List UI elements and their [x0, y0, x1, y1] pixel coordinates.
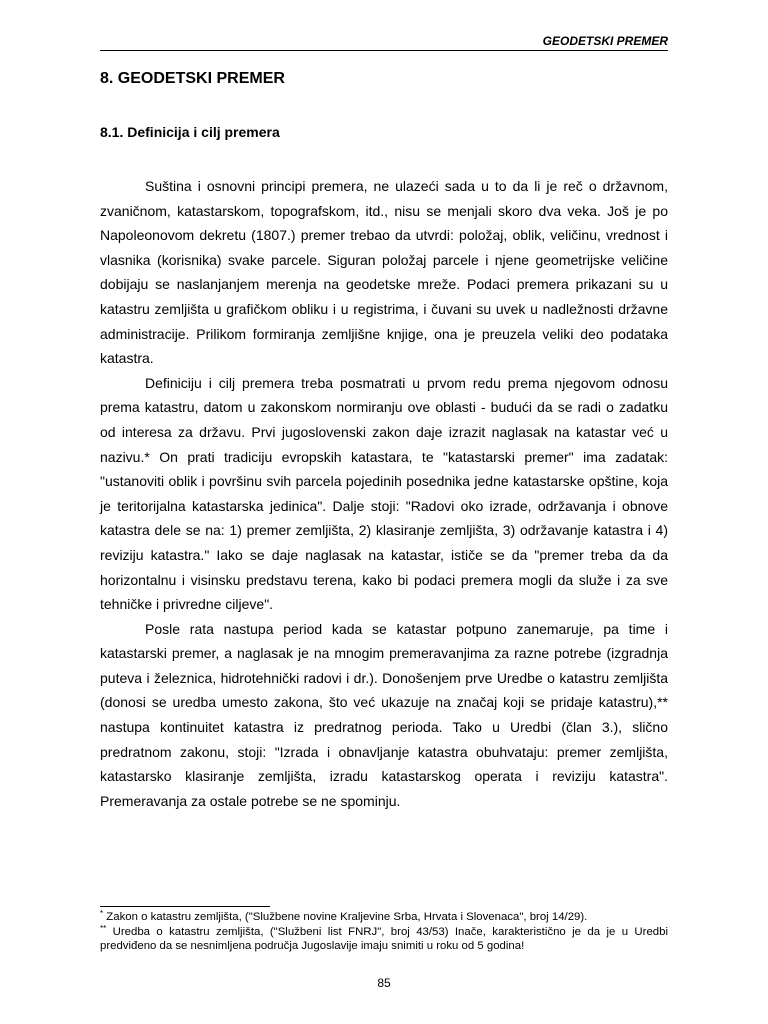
body-text: [100, 174, 668, 813]
page-number: 85: [377, 976, 391, 990]
section-title: 8.1. Definicija i cilj premera: [100, 124, 280, 140]
paragraph-1: Suština i osnovni principi premera, ne ulazeći sada u to da li je reč o državnom, zvaničnom, katastarskom, topografskom, itd., nisu se menjali skoro dva veka. Još je po Napoleonovom dekretu (1807.) premer trebao da utvrdi: položaj, oblik, veličinu, vrednost i vlasnika (korisnika) svake parcele. Siguran položaj parcele i njene geometrijske veličine dobijaju se naslanjanjem merenja na geodetske mreže. Podaci premera prikazani su u katastru zemljišta u grafičkom obliku i u registrima, i čuvani su uvek u nadležnosti državne administracije. Prilikom formiranja zemljišne knjige, ona je preuzela veliki deo podataka katastra.: [100, 178, 668, 367]
footnote-1-marker: *: [100, 909, 104, 918]
footnote-separator: [100, 906, 270, 907]
chapter-title: 8. GEODETSKI PREMER: [100, 70, 285, 87]
footnotes: [100, 910, 668, 954]
footnote-2-marker: **: [100, 923, 107, 933]
footnote-2: [100, 925, 668, 954]
footnote-2-text: Uredba o katastru zemljišta, ("Službeni list FNRJ", broj 43/53) Inače, karakteristično je da je u Uredbi predviđeno da se nesnimljena područja Jugoslavije imaju snimiti u roku od 5 godina!: [100, 925, 668, 952]
paragraph-2: Definiciju i cilj premera treba posmatrati u prvom redu prema njegovom odnosu prema katastru, datom u zakonskom normiranju ove oblasti - budući da se radi o zadatku od interesa za državu. Prvi jugoslovenski zakon daje izrazit naglasak na katastar već u nazivu.* On prati tradiciju evropskih katastara, te "katastarski premer" ima zadatak: "ustanoviti oblik i površinu svih parcela pojedinih posednika jedne katastarske opštine, koja je teritorijalna katastarska jedinica". Dalje stoji: "Radovi oko izrade, održavanja i obnove katastra dele se na: 1) premer zemljišta, 2) klasiranje zemljišta, 3) održavanje katastra i 4) reviziju katastra." Iako se daje naglasak na katastar, ističe se da "premer treba da da horizontalnu i visinsku predstavu terena, kako bi podaci premera mogli da služe i za sve tehničke i privredne ciljeve".: [100, 374, 668, 613]
header-rule: [100, 50, 668, 51]
footnote-1: [100, 910, 668, 925]
footnote-1-text: Zakon o katastru zemljišta, ("Službene novine Kraljevine Srba, Hrvata i Slovenaca", broj 14/29).: [103, 911, 588, 923]
running-header: GEODETSKI PREMER: [542, 34, 668, 48]
paragraph-3: Posle rata nastupa period kada se katastar potpuno zanemaruje, pa time i katastarski premer, a naglasak je na mnogim premeravanjima za razne potrebe (izgradnja puteva i železnica, hidrotehnički radovi i dr.). Donošenjem prve Uredbe o katastru zemljišta (donosi se uredba umesto zakona, što već ukazuje na značaj koji se pridaje katastru),** nastupa kontinuitet katastra iz predratnog perioda. Tako u Uredbi (član 3.), slično predratnom zakonu, stoji: "Izrada i obnavljanje katastra obuhvataju: premer zemljišta, katastarsko klasiranje zemljišta, izradu katastarskog operata i reviziju katastra". Premeravanja za ostale potrebe se ne spominju.: [100, 620, 668, 809]
